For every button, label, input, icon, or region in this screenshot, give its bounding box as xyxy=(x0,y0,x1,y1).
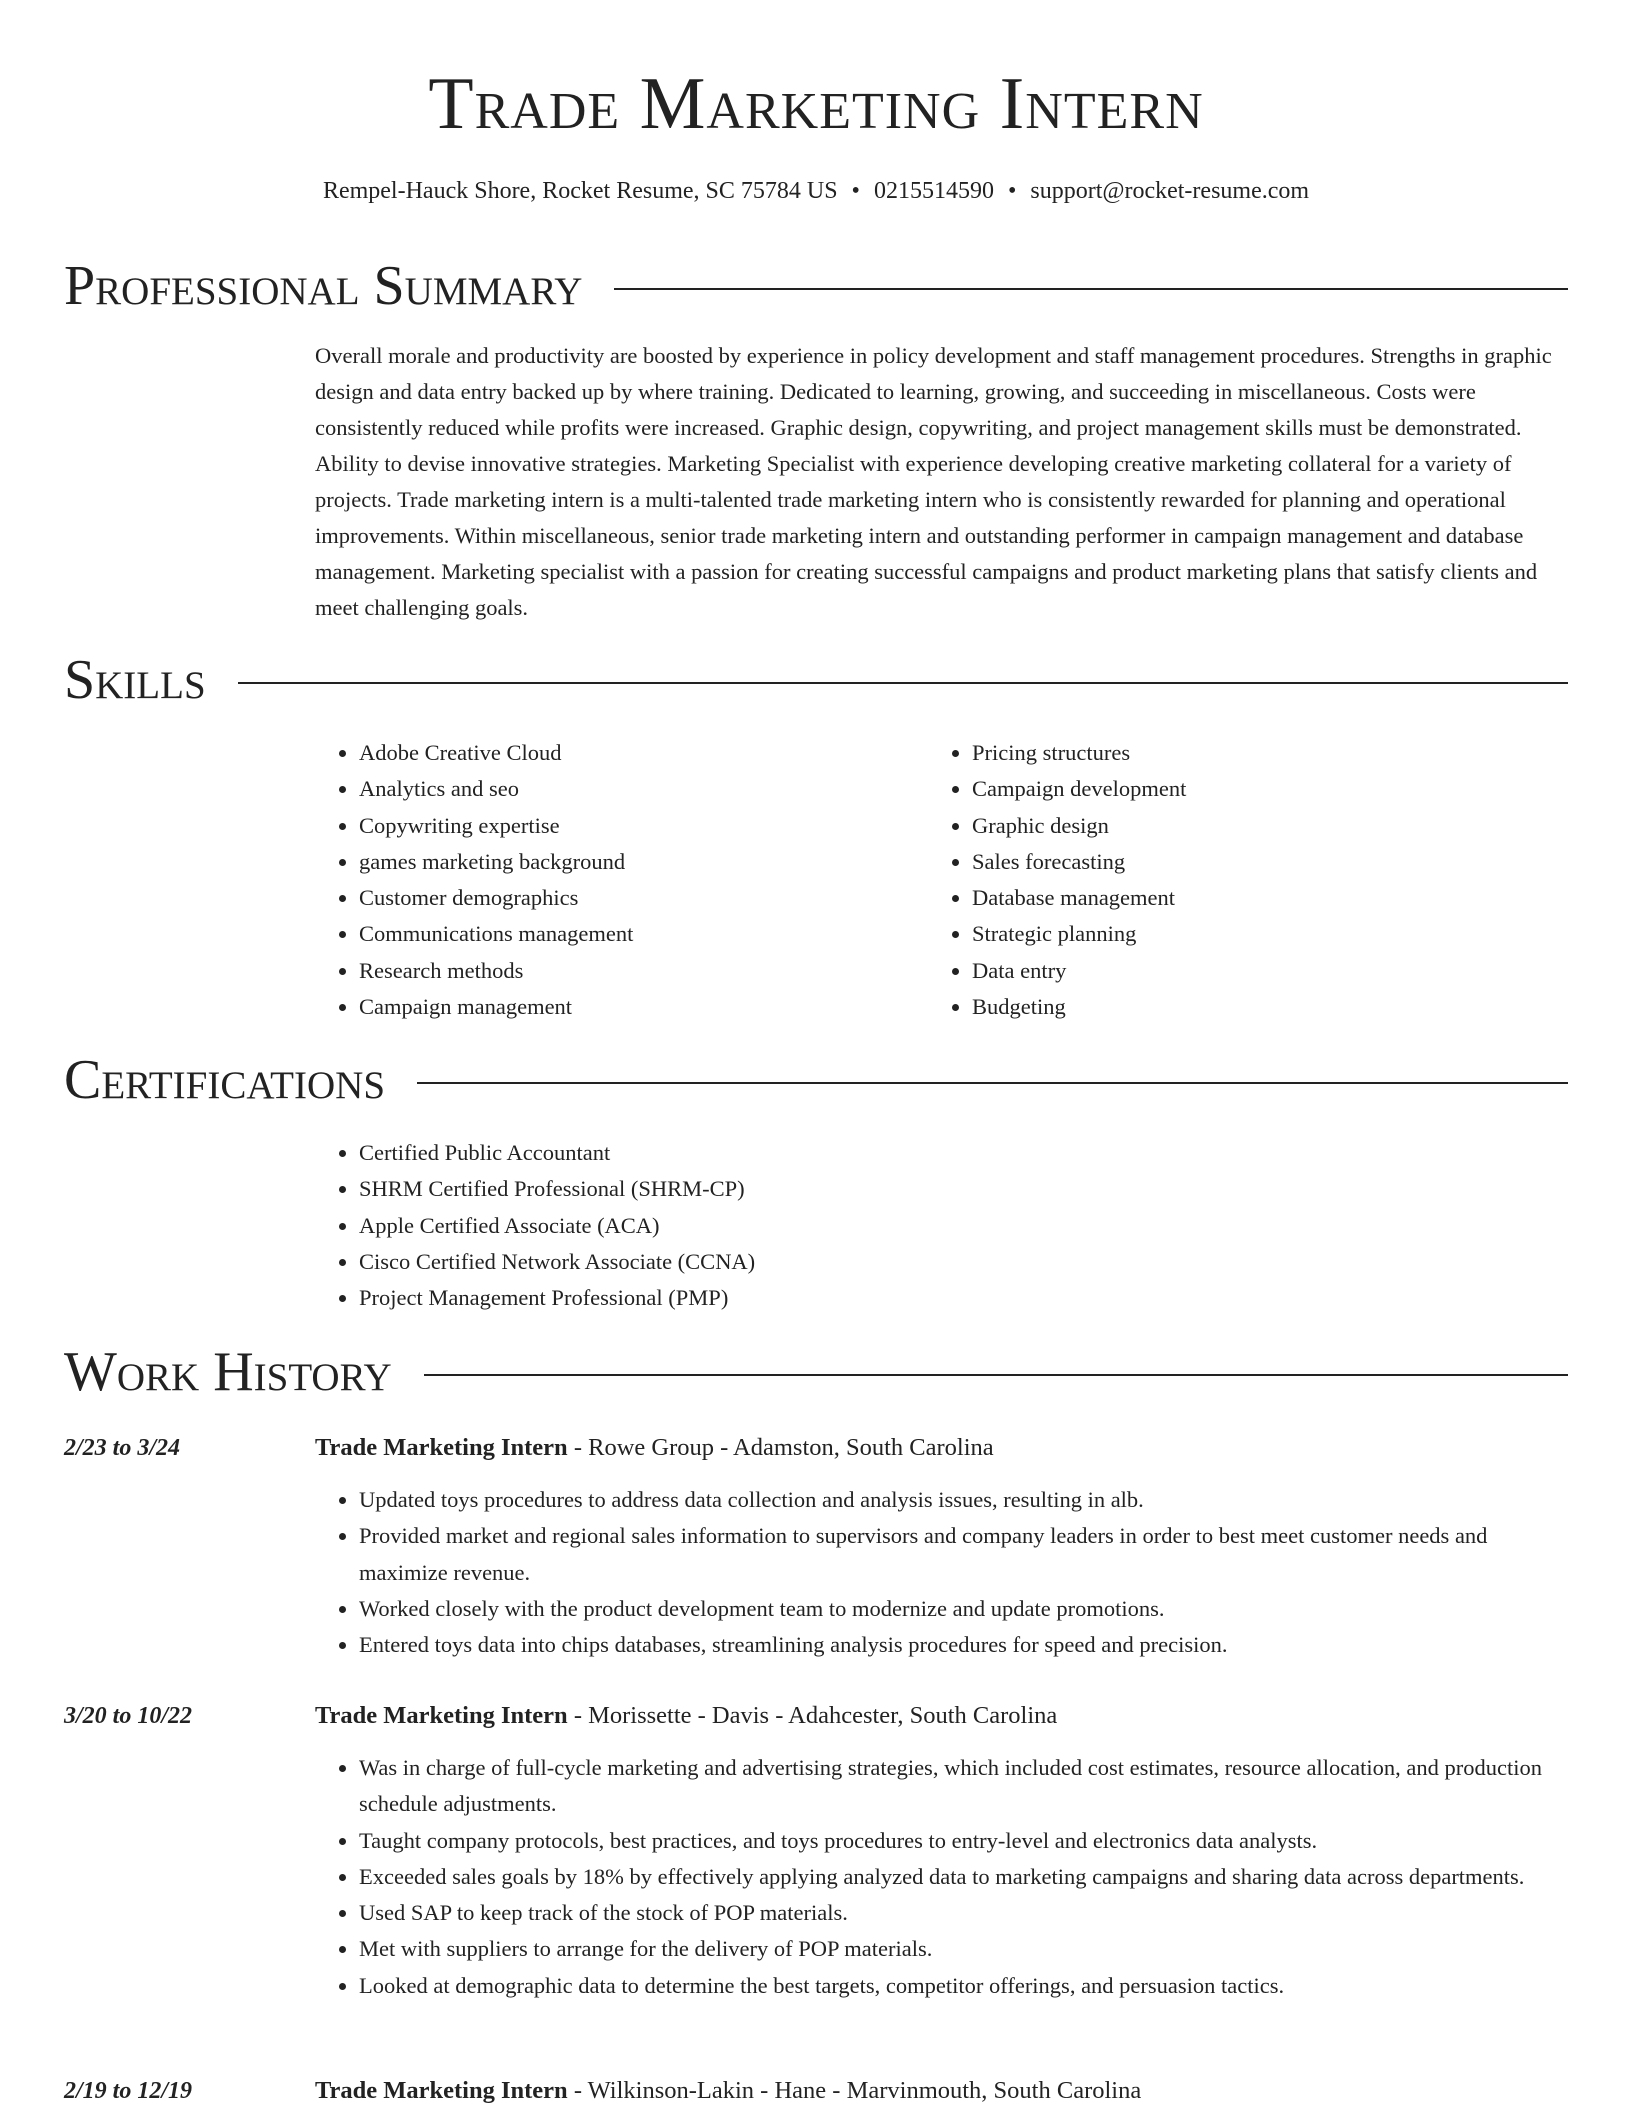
skill-item: • Pricing structures xyxy=(972,735,1186,771)
skill-item: • Campaign development xyxy=(972,771,1186,807)
skill-item: • Communications management xyxy=(359,916,633,952)
job-bullet: • Provided market and regional sales information to supervisors and company leaders in order to best meet customer needs and maximize revenue. xyxy=(359,1518,1568,1591)
job-dates: 2/19 to 12/19 xyxy=(64,2078,193,2104)
certification-item: • Project Management Professional (PMP) xyxy=(359,1280,755,1316)
section-title-work-history: Work History xyxy=(64,1341,392,1403)
skill-item: • Copywriting expertise xyxy=(359,808,633,844)
contact-separator: • xyxy=(1007,178,1017,204)
section-divider xyxy=(614,288,1568,290)
section-divider xyxy=(424,1374,1568,1376)
skill-item: • Graphic design xyxy=(972,808,1186,844)
job-bullet: • Worked closely with the product development team to modernize and update promotions. xyxy=(359,1591,1568,1627)
contact-email: support@rocket-resume.com xyxy=(1030,178,1310,204)
certifications-list xyxy=(315,1135,755,1316)
skill-item: • Customer demographics xyxy=(359,880,633,916)
summary-text: Overall morale and productivity are boosted by experience in policy development and staff management procedures. Strengths in graphic design and data entry backed up by where training. Dedicated to learning, growing, and succeeding in miscellaneous. Costs were consistently reduced while profits were increased. Graphic design, copywriting, and project management skills must be demonstrated. Ability to devise innovative strategies. Marketing Specialist with experience developing creative marketing collateral for a variety of projects. Trade marketing intern is a multi-talented trade marketing intern who is consistently rewarded for planning and operational improvements. Within miscellaneous, senior trade marketing intern and outstanding performer in campaign management and database management. Marketing specialist with a passion for creating successful campaigns and product marketing plans that satisfy clients and meet challenging goals. xyxy=(315,343,1552,620)
job-title: Trade Marketing Intern xyxy=(315,1702,568,1729)
section-header-certifications xyxy=(64,1048,1568,1112)
skills-column-left xyxy=(315,735,633,1025)
section-header-work-history xyxy=(64,1340,1568,1404)
job-heading xyxy=(315,1700,1057,1732)
job-bullet: • Looked at demographic data to determine the best targets, competitor offerings, and persuasion tactics. xyxy=(359,1968,1568,2004)
job-bullet: • Exceeded sales goals by 18% by effectively applying analyzed data to marketing campaigns and sharing data across departments. xyxy=(359,1859,1568,1895)
contact-address: Rempel-Hauck Shore, Rocket Resume, SC 75784 US xyxy=(322,178,838,204)
skill-item: • Database management xyxy=(972,880,1186,916)
skill-item: • Adobe Creative Cloud xyxy=(359,735,633,771)
section-divider xyxy=(238,682,1568,684)
section-title-summary: Professional Summary xyxy=(64,255,583,317)
job-bullet: • Was in charge of full-cycle marketing and advertising strategies, which included cost estimates, resource allocation, and production schedule adjustments. xyxy=(359,1750,1568,1823)
section-header-summary xyxy=(64,254,1568,318)
skill-item: • games marketing background xyxy=(359,844,633,880)
skill-item: • Strategic planning xyxy=(972,916,1186,952)
job-company: - Morissette - Davis - Adahcester, South Carolina xyxy=(567,1702,1058,1729)
section-title-certifications: Certifications xyxy=(64,1049,386,1111)
section-header-skills xyxy=(64,648,1568,712)
job-heading xyxy=(315,1432,994,1464)
skill-item: • Data entry xyxy=(972,953,1186,989)
section-divider xyxy=(417,1082,1568,1084)
job-bullet: • Entered toys data into chips databases, streamlining analysis procedures for speed and precision. xyxy=(359,1627,1568,1663)
certification-item: • SHRM Certified Professional (SHRM-CP) xyxy=(359,1171,755,1207)
skills-column-right xyxy=(928,735,1186,1025)
job-title: Trade Marketing Intern xyxy=(315,1434,568,1461)
job-dates: 3/20 to 10/22 xyxy=(64,1703,193,1729)
job-bullet: • Met with suppliers to arrange for the delivery of POP materials. xyxy=(359,1931,1568,1967)
certification-item: • Apple Certified Associate (ACA) xyxy=(359,1208,755,1244)
job-bullet: • Updated toys procedures to address data collection and analysis issues, resulting in alb. xyxy=(359,1482,1568,1518)
skill-item: • Research methods xyxy=(359,953,633,989)
job-heading xyxy=(315,2075,1141,2107)
job-bullet: • Taught company protocols, best practices, and toys procedures to entry-level and electronics data analysts. xyxy=(359,1823,1568,1859)
job-bullets xyxy=(315,1482,1568,1663)
contact-phone: 0215514590 xyxy=(873,178,994,204)
skill-item: • Budgeting xyxy=(972,989,1186,1025)
section-title-skills: Skills xyxy=(64,649,206,711)
job-company: - Wilkinson-Lakin - Hane - Marvinmouth, South Carolina xyxy=(567,2077,1142,2104)
skill-item: • Analytics and seo xyxy=(359,771,633,807)
job-bullet: • Used SAP to keep track of the stock of POP materials. xyxy=(359,1895,1568,1931)
job-title: Trade Marketing Intern xyxy=(315,2077,568,2104)
certification-item: • Cisco Certified Network Associate (CCNA) xyxy=(359,1244,755,1280)
contact-separator: • xyxy=(851,178,860,204)
certification-item: • Certified Public Accountant xyxy=(359,1135,755,1171)
job-dates: 2/23 to 3/24 xyxy=(64,1435,181,1461)
resume-name: Trade Marketing Intern xyxy=(428,63,1204,145)
skill-item: • Campaign management xyxy=(359,989,633,1025)
skill-item: • Sales forecasting xyxy=(972,844,1186,880)
job-company: - Rowe Group - Adamston, South Carolina xyxy=(567,1434,994,1461)
job-bullets xyxy=(315,1750,1568,2004)
contact-line xyxy=(0,175,1632,207)
